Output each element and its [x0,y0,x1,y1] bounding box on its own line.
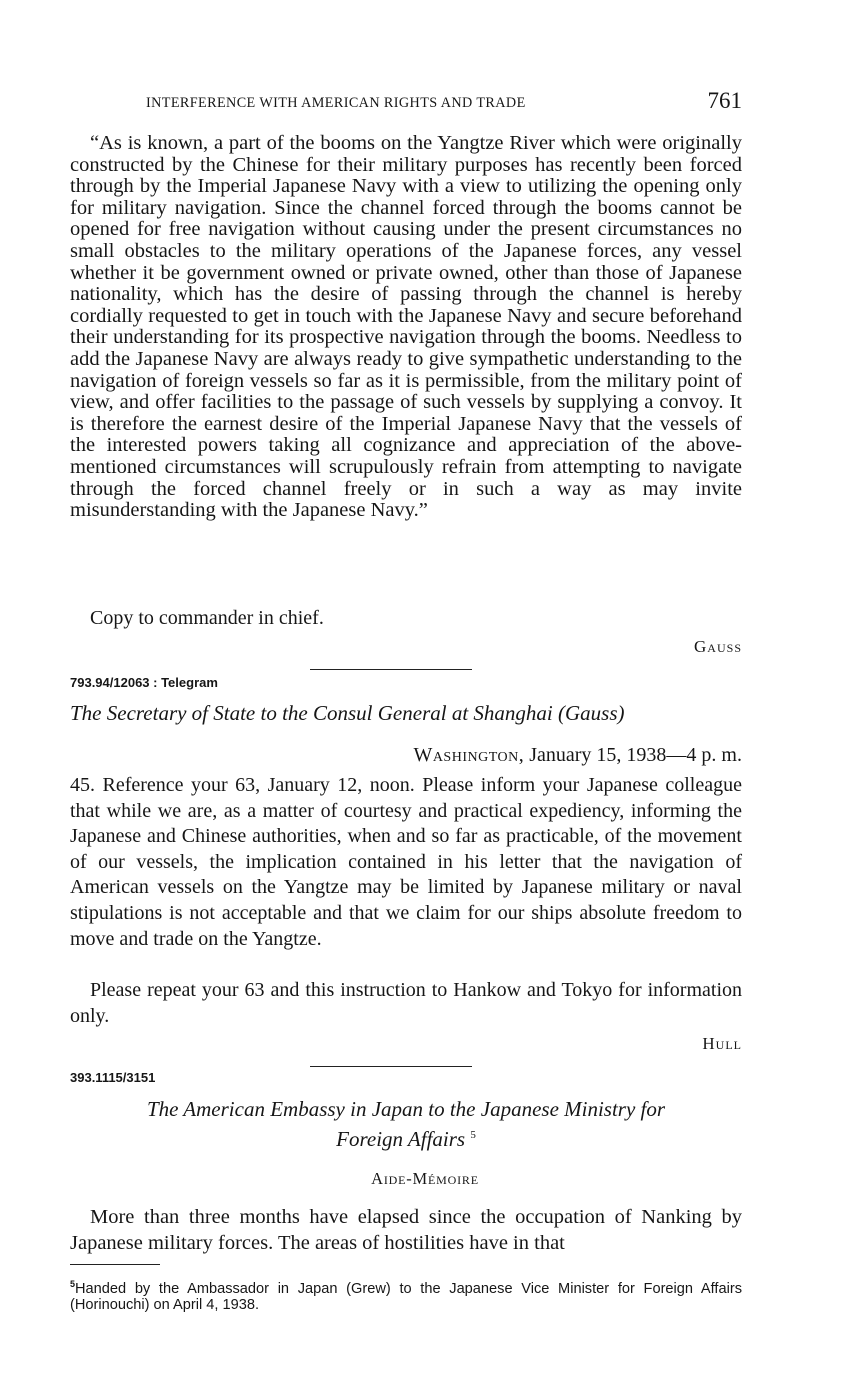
file-number: 393.1115/3151 [70,1070,156,1085]
page-number: 761 [707,88,742,113]
copy-note: Copy to commander in chief. [90,607,324,629]
section-divider [310,669,472,670]
file-number: 793.94/12063 : Telegram [70,675,218,690]
document-heading: The Secretary of State to the Consul General at Shanghai (Gauss) [70,701,625,725]
dateline [413,744,742,767]
footnote-mark: 5 [70,1279,76,1289]
telegram-text: 45. Reference your 63, January 12, noon. Please inform your Japanese colleague that while we are, as a matter of courtesy and practical expediency, informing the Japanese and Chinese authorities, when and so far as practicable, of the movement of our vessels, the implication contained in his letter that the navigation of American vessels on the Yangtze may be limited by Japanese military or naval stipulations is not acceptable and that we claim for our ships absolute freedom to move and trade on the Yangtze. [70,774,742,950]
signature-gauss: Gauss [694,637,742,656]
document-heading [70,1096,742,1152]
footnote-reference: 5 [470,1129,476,1141]
quoted-notice-text: “As is known, a part of the booms on the Yangtze River which were originally constructed by the Chinese for their military purposes has recently been forced through by the Imperial Japanese Navy with a view to utilizing the opening only for military navigation. Since the channel forced through the booms cannot be opened for free navigation without causing under the present circumstances no small obstacles to the military operations of the Japanese forces, any vessel whether it be government owned or private owned, other than those of Japanese nationality, which has the desire of passing through the channel is hereby cordially requested to get in touch with the Japanese Navy and secure beforehand their understanding for its prospective navigation through the booms. Needless to add the Japanese Navy are always ready to give sympathetic understanding to the navigation of foreign vessels so far as it is permissible, from the military point of view, and offer facilities to the passage of such vessels by supplying a convoy. It is therefore the earnest desire of the Imperial Japanese Navy that the vessels of the interested powers taking all cognizance and appreciation of the above-mentioned circumstances will scrupulously refrain from attempting to navigate through the forced channel freely or in such a way as may invite misunderstanding with the Japanese Navy.” [70,132,742,522]
heading-line [70,1122,742,1152]
aide-memoire-title: Aide-Mémoire [371,1169,479,1188]
footnote-text: Handed by the Ambassador in Japan (Grew) to the Japanese Vice Minister for Foreign Affairs (Horinouchi) on April 4, 1938. [70,1280,742,1314]
telegram-paragraph [70,773,742,952]
signature-hull: Hull [702,1034,742,1053]
dateline-date: January 15, 1938—4 p. m. [524,744,742,766]
instruction-text: Please repeat your 63 and this instruction to Hankow and Tokyo for information only. [70,979,742,1027]
instruction-paragraph [70,978,742,1029]
aide-memoire-text: More than three months have elapsed since the occupation of Nanking by Japanese military forces. The areas of hostilities have in that [70,1206,742,1254]
quoted-notice-paragraph [70,133,742,522]
running-title: INTERFERENCE WITH AMERICAN RIGHTS AND TRADE [146,95,526,111]
dateline-place: Washington, [413,744,525,766]
aide-memoire-paragraph [70,1205,742,1256]
heading-line-text: Foreign Affairs [336,1127,466,1151]
footnote [70,1276,742,1314]
footnote-divider [70,1264,160,1265]
heading-line: The American Embassy in Japan to the Japanese Ministry for [146,1097,666,1121]
running-head [146,88,742,118]
section-divider [310,1066,472,1067]
